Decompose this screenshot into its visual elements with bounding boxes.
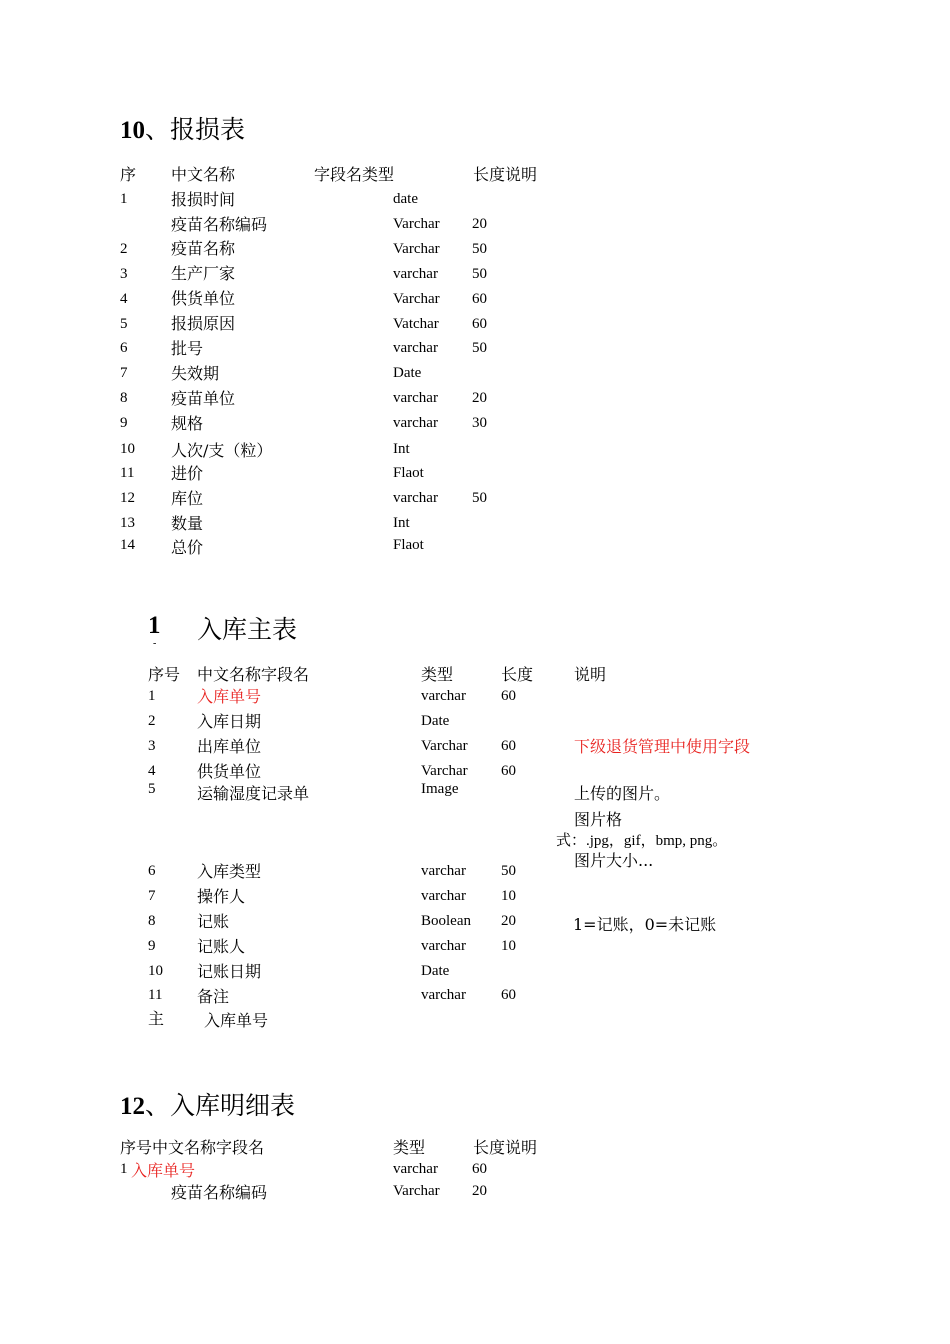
t11-footer-value: 入库单号 — [204, 1011, 269, 1030]
t11-type: varchar — [421, 688, 466, 704]
t11-seq: 2 — [148, 713, 156, 729]
section-12-name: 入库明细表 — [170, 1091, 296, 1120]
t11-seq: 3 — [148, 738, 156, 754]
t11-type: varchar — [421, 938, 466, 954]
t12-cn: 入库单号 — [131, 1161, 196, 1180]
t10-cn: 生产厂家 — [171, 264, 236, 283]
t11-type: varchar — [421, 863, 466, 879]
t10-cn: 人次/支（粒） — [171, 441, 273, 460]
t10-cn: 总价 — [171, 538, 204, 557]
t11-len: 60 — [501, 763, 516, 779]
section-10-sep: 、 — [145, 115, 171, 144]
t11-type: Date — [421, 963, 450, 979]
t10-type: Flaot — [393, 465, 424, 481]
t10-type: varchar — [393, 266, 438, 282]
t10-cn: 供货单位 — [171, 289, 236, 308]
t11-header-seq: 序号 — [148, 665, 181, 684]
t10-seq: 1 — [120, 191, 128, 207]
t11-seq: 4 — [148, 763, 156, 779]
t11-len: 10 — [501, 888, 516, 904]
t11-cn: 供货单位 — [197, 762, 262, 781]
t11-len: 10 — [501, 938, 516, 954]
t12-header-len: 长度说明 — [473, 1138, 538, 1157]
section-10-title — [120, 110, 245, 146]
t10-cn: 疫苗名称编码 — [171, 215, 268, 234]
t11-len: 60 — [501, 738, 516, 754]
t12-header-seqcn: 序号中文名称字段名 — [120, 1138, 265, 1157]
t11-type: Image — [421, 781, 459, 797]
t11-cn: 出库单位 — [197, 737, 262, 756]
t11-len: 60 — [501, 688, 516, 704]
t10-cn: 疫苗名称 — [171, 239, 236, 258]
t10-len: 50 — [472, 266, 487, 282]
t10-cn: 批号 — [171, 339, 204, 358]
t10-seq: 7 — [120, 365, 128, 381]
t10-cn: 库位 — [171, 489, 204, 508]
section-12-title — [120, 1086, 295, 1122]
t10-seq: 13 — [120, 515, 135, 531]
t11-header-note: 说明 — [574, 665, 607, 684]
t11-cn: 入库类型 — [197, 862, 262, 881]
t10-seq: 2 — [120, 241, 128, 257]
t10-len: 30 — [472, 415, 487, 431]
t11-cn: 备注 — [197, 987, 230, 1006]
t10-len: 50 — [472, 241, 487, 257]
t11-seq: 11 — [148, 987, 163, 1003]
t11-cn: 记账人 — [197, 937, 246, 956]
t12-header-type: 类型 — [393, 1138, 426, 1157]
t10-header-cn: 中文名称 — [171, 165, 236, 184]
t11-cn: 入库日期 — [197, 712, 262, 731]
t10-header-field: 字段名类型 — [314, 165, 395, 184]
t10-len: 20 — [472, 216, 487, 232]
section-11-name: 入库主表 — [197, 615, 298, 644]
t11-type: varchar — [421, 987, 466, 1003]
section-11-dot: - — [153, 638, 157, 649]
t11-type: Date — [421, 713, 450, 729]
t11-seq: 7 — [148, 888, 156, 904]
t11-note: 下级退货管理中使用字段 — [574, 737, 751, 756]
t10-seq: 4 — [120, 291, 128, 307]
t10-type: Varchar — [393, 216, 440, 232]
t11-type: Varchar — [421, 763, 468, 779]
t11-note5-line4 — [574, 851, 654, 870]
t11-cn: 记账日期 — [197, 962, 262, 981]
section-11-digit: 1 — [148, 612, 161, 639]
t10-seq: 11 — [120, 465, 135, 481]
t10-type: Vatchar — [393, 316, 439, 332]
t10-seq: 8 — [120, 390, 128, 406]
t10-seq: 6 — [120, 340, 128, 356]
t10-type: date — [393, 191, 418, 207]
t10-cn: 进价 — [171, 464, 204, 483]
t12-cn: 疫苗名称编码 — [171, 1183, 268, 1202]
t11-header-type: 类型 — [421, 665, 454, 684]
t12-len: 20 — [472, 1183, 487, 1199]
t12-type: Varchar — [393, 1183, 440, 1199]
t10-type: varchar — [393, 415, 438, 431]
t11-seq: 9 — [148, 938, 156, 954]
t11-cn: 记账 — [197, 912, 230, 931]
t10-cn: 数量 — [171, 514, 204, 533]
t10-len: 50 — [472, 490, 487, 506]
t10-cn: 失效期 — [171, 364, 220, 383]
t10-type: varchar — [393, 390, 438, 406]
t10-header-seq: 序 — [120, 165, 137, 184]
t11-note5-line3: 式：.jpg，gif，bmp, png。 — [556, 833, 728, 849]
t10-len: 50 — [472, 340, 487, 356]
t11-footer-label: 主 — [148, 1009, 165, 1028]
t11-note: 1=记账，0=未记账 — [573, 915, 717, 934]
t11-cn: 操作人 — [197, 887, 246, 906]
t11-seq: 5 — [148, 781, 156, 797]
t10-type: Date — [393, 365, 422, 381]
t10-seq: 12 — [120, 490, 135, 506]
t10-cn: 疫苗单位 — [171, 389, 236, 408]
t10-seq: 10 — [120, 441, 135, 457]
t11-note5-line2: 图片格 — [574, 810, 623, 829]
section-11-number — [148, 610, 161, 640]
t10-len: 20 — [472, 390, 487, 406]
t11-note: 上传的图片。 — [574, 784, 671, 803]
section-10-number: 10 — [120, 117, 145, 144]
t11-seq: 1 — [148, 688, 156, 704]
t10-cn: 规格 — [171, 414, 204, 433]
t10-len: 60 — [472, 316, 487, 332]
t11-seq: 6 — [148, 863, 156, 879]
t10-seq: 5 — [120, 316, 128, 332]
section-12-sep: 、 — [145, 1091, 171, 1120]
t10-cn: 报损原因 — [171, 314, 236, 333]
t10-type: Int — [393, 515, 410, 531]
t11-note5-line4-text: 图片大小... — [574, 851, 654, 870]
t11-len: 60 — [501, 987, 516, 1003]
t12-len: 60 — [472, 1161, 487, 1177]
t10-seq: 9 — [120, 415, 128, 431]
t11-cn: 入库单号 — [197, 687, 262, 706]
t10-seq: 3 — [120, 266, 128, 282]
t11-type: Varchar — [421, 738, 468, 754]
t10-type: varchar — [393, 340, 438, 356]
t10-cn: 报损时间 — [171, 190, 236, 209]
t11-cn: 运输湿度记录单 — [197, 784, 310, 803]
t11-len: 50 — [501, 863, 516, 879]
t11-seq: 8 — [148, 913, 156, 929]
t10-seq: 14 — [120, 537, 135, 553]
t10-type: Flaot — [393, 537, 424, 553]
t10-type: Int — [393, 441, 410, 457]
t11-header-len: 长度 — [501, 665, 534, 684]
t10-type: Varchar — [393, 241, 440, 257]
t11-type: varchar — [421, 888, 466, 904]
section-10-name: 报损表 — [170, 115, 246, 144]
t12-seq: 1 — [120, 1161, 128, 1177]
t10-type: Varchar — [393, 291, 440, 307]
t10-type: varchar — [393, 490, 438, 506]
t10-len: 60 — [472, 291, 487, 307]
t11-len: 20 — [501, 913, 516, 929]
t12-type: varchar — [393, 1161, 438, 1177]
t11-type: Boolean — [421, 913, 471, 929]
t11-seq: 10 — [148, 963, 163, 979]
t11-header-cn: 中文名称字段名 — [197, 665, 310, 684]
t10-header-len: 长度说明 — [473, 165, 538, 184]
section-12-number: 12 — [120, 1093, 145, 1120]
